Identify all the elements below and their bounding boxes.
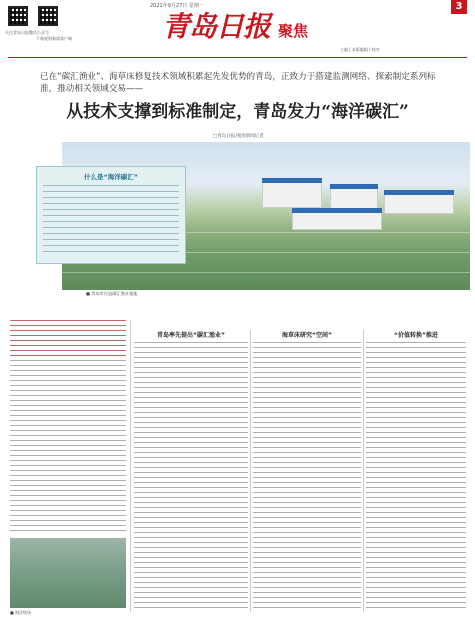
column-divider (130, 320, 131, 612)
sidebar-title: 什么是“海洋碳汇” (83, 173, 139, 181)
column-3-heading: 海草床研究“空间” (282, 332, 332, 339)
column-4-heading: “价值转换”推进 (394, 332, 438, 339)
masthead (0, 0, 475, 58)
column-4-text (366, 342, 466, 612)
qr-left-label: 关注青岛日报微信公众号 (5, 30, 49, 35)
sidebar-box (36, 166, 186, 264)
article-byline: □青岛日报/观海新闻记者 (213, 134, 264, 139)
qr-right-label: 下载观海新闻客户端 (36, 36, 72, 41)
sidebar-text (43, 185, 179, 255)
column-2-heading: 青岛率先提出“碳汇渔业” (157, 332, 225, 339)
column-3-text (253, 342, 361, 612)
staff-line: 主编 | 本版编辑 / 校对 (340, 47, 380, 52)
qr-code-right (38, 6, 58, 26)
article-title: 从技术支撑到标准制定，青岛发力“海洋碳汇” (66, 102, 409, 122)
column-1-lead (10, 320, 126, 360)
column-2-text (134, 342, 248, 612)
section-name: 聚焦 (278, 22, 309, 40)
newspaper-logo: 青岛日报 (162, 10, 271, 43)
article-subtitle: 已在“碳汇渔业”、海草床修复技术领域积累起先发优势的青岛，正致力于搭建监测网络、探索制定系列标准，推动相关领域交易—— (40, 72, 436, 94)
inset-caption: ■ 海洋牧场 (10, 610, 32, 615)
inset-photo (10, 538, 126, 608)
column-divider (250, 330, 251, 612)
photo-caption: ■ 青岛市打造碳汇渔业基地 (86, 291, 138, 296)
qr-code-left (8, 6, 28, 26)
date-line: 2021年9月27日 星期一 (150, 3, 204, 9)
column-divider (363, 330, 364, 612)
page-number: 3 (451, 0, 467, 14)
header-rule (8, 57, 467, 58)
